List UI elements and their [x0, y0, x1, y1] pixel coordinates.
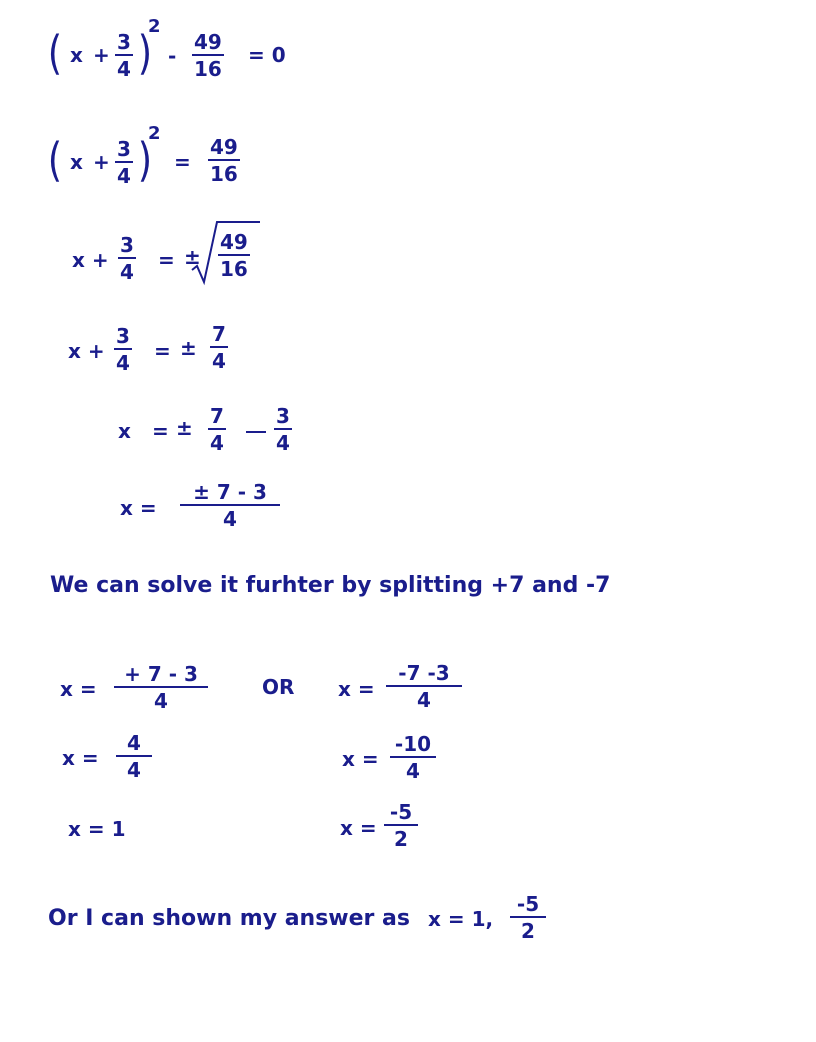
minus-sign — [246, 431, 266, 433]
variable-x: x — [118, 419, 131, 443]
fraction-neg10-over-4: -10 4 — [390, 734, 436, 781]
x-equals: x = — [120, 496, 157, 520]
fraction-three-quarters: 3 4 — [116, 324, 130, 375]
plus-minus: ± — [176, 416, 193, 440]
fraction-three-quarters: 3 4 — [276, 404, 290, 455]
fraction-49-16: 49 16 — [220, 230, 248, 281]
equals-sign: = — [152, 419, 169, 443]
right-paren: ) — [137, 26, 153, 80]
equals-sign: = — [158, 248, 175, 272]
fraction-neg7-minus-3-over-4: -7 -3 4 — [386, 663, 462, 710]
statement-text: We can solve it furhter by splitting +7 and -7 — [50, 573, 611, 598]
right-paren: ) — [137, 133, 153, 187]
x-equals: x = — [60, 677, 97, 701]
x-plus: x + — [68, 339, 105, 363]
fraction-seven-quarters: 7 4 — [210, 404, 224, 455]
fraction-neg5-over-2: -5 2 — [510, 894, 546, 941]
final-statement: Or I can shown my answer as — [48, 906, 411, 931]
fraction-plus7-minus-3-over-4: + 7 - 3 4 — [114, 664, 208, 711]
fraction-neg5-over-2: -5 2 — [384, 802, 418, 849]
fraction-seven-quarters: 7 4 — [212, 322, 226, 373]
equals-sign: = — [154, 339, 171, 363]
minus-sign: - — [168, 44, 177, 68]
variable-x: x — [70, 150, 83, 174]
fraction-three-quarters: 3 4 — [117, 30, 131, 81]
fraction-three-quarters: 3 4 — [117, 137, 131, 188]
fraction-49-16: 49 16 — [194, 30, 222, 81]
answer-x-equals-1: x = 1, — [428, 907, 494, 931]
result-x-equals-1: x = 1 — [68, 817, 126, 841]
left-paren: ( — [47, 133, 63, 187]
x-plus: x + — [72, 248, 109, 272]
fraction-four-quarters: 4 4 — [116, 733, 152, 780]
plus-sign: + — [93, 150, 110, 174]
fraction-three-quarters: 3 4 — [120, 233, 134, 284]
plus-minus: ± — [184, 245, 201, 269]
exponent: 2 — [148, 16, 161, 37]
x-equals: x = — [342, 747, 379, 771]
equals-zero: = 0 — [248, 43, 286, 67]
variable-x: x — [70, 43, 83, 67]
plus-minus: ± — [180, 336, 197, 360]
left-paren: ( — [47, 26, 63, 80]
or-label: OR — [262, 675, 295, 699]
exponent: 2 — [148, 123, 161, 144]
x-equals: x = — [62, 746, 99, 770]
x-equals: x = — [340, 816, 377, 840]
fraction-49-16: 49 16 — [210, 135, 238, 186]
fraction-pm7-minus-3-over-4: ± 7 - 3 4 — [180, 482, 280, 529]
plus-sign: + — [93, 43, 110, 67]
equals-sign: = — [174, 150, 191, 174]
x-equals: x = — [338, 677, 375, 701]
